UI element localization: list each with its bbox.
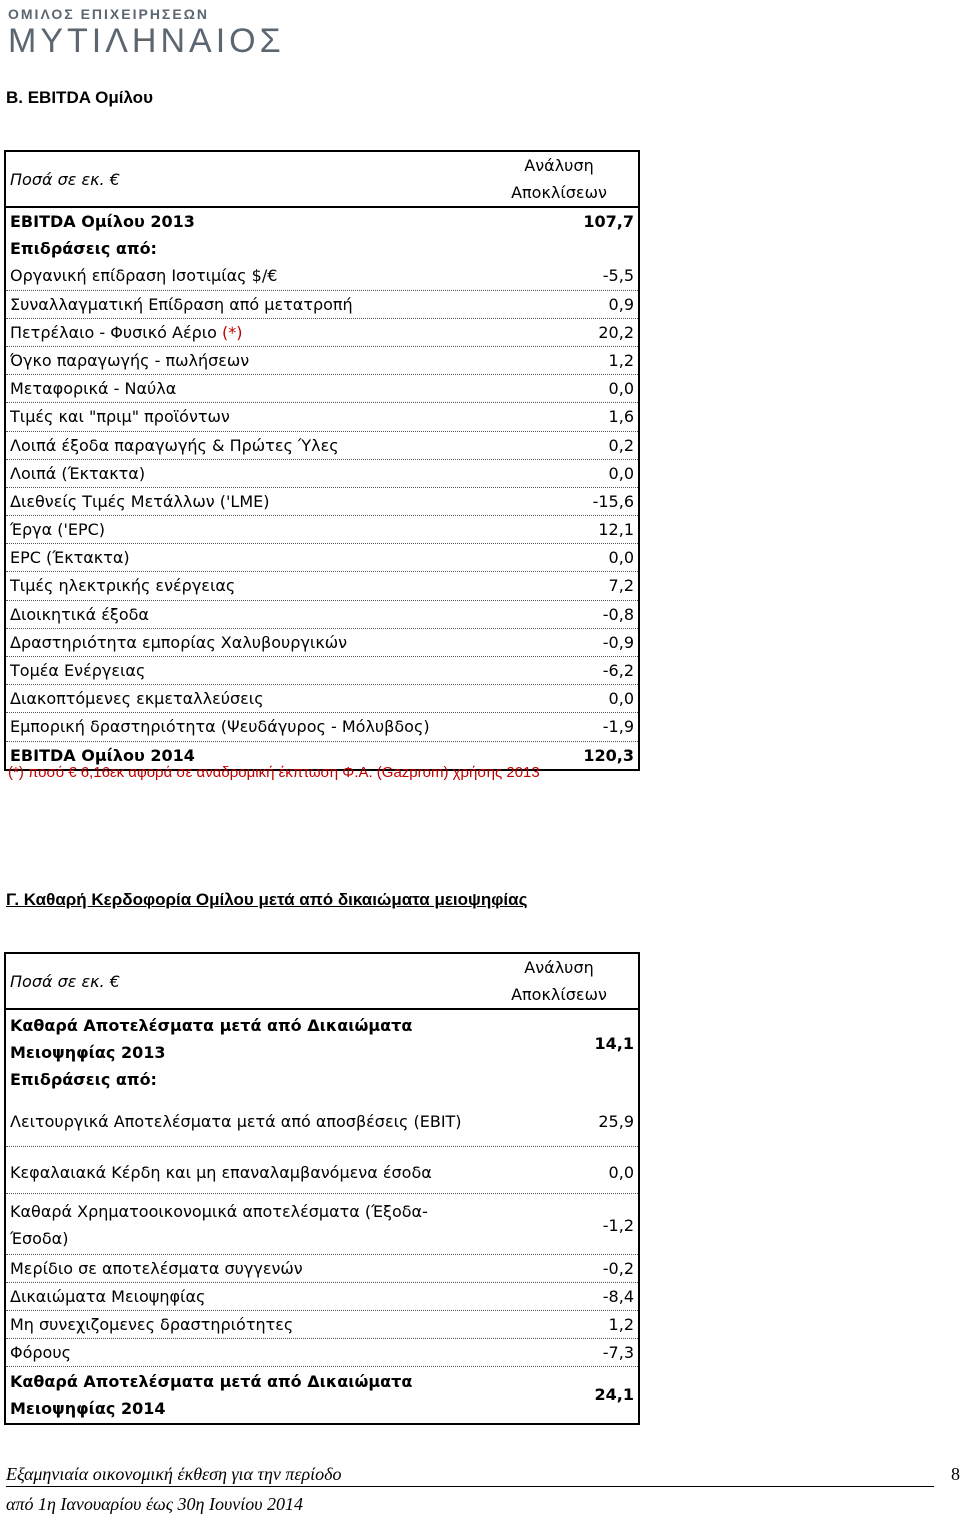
row-label: Εμπορική δραστηριότητα (Ψευδάγυρος - Μόλυβδος)	[10, 717, 430, 737]
row-value: 0,0	[608, 1163, 634, 1182]
table-row	[6, 235, 638, 262]
table-row	[6, 432, 638, 460]
table-row	[6, 403, 638, 431]
table-row	[6, 685, 638, 713]
row-value: -8,4	[602, 1287, 634, 1306]
row-label: Φόρους	[10, 1343, 71, 1362]
net-profit-table-header	[6, 954, 638, 1010]
table-row	[6, 572, 638, 600]
footnote: (*) ποσό € 6,16εκ αφορά σε αναδρομική έκπτωση Φ.Α. (Gazprom) χρήσης 2013	[8, 764, 540, 781]
row-label: EBITDA Ομίλου 2013	[10, 212, 195, 231]
table-row	[6, 629, 638, 657]
table-row	[6, 657, 638, 685]
row-label: Διοικητικά έξοδα	[10, 604, 149, 624]
row-label: Κεφαλαιακά Κέρδη και μη επαναλαμβανόμενα έσοδα	[10, 1163, 432, 1182]
column-header-line2: Αποκλίσεων	[511, 985, 607, 1004]
row-value: -15,6	[592, 491, 634, 511]
row-label: Μειοψηφίας 2013	[10, 1043, 166, 1062]
table-row	[6, 291, 638, 319]
page-number: 8	[951, 1464, 960, 1484]
table-row	[6, 1010, 638, 1100]
section-c-title: Γ. Καθαρή Κερδοφορία Ομίλου μετά από δικαιώματα μειοψηφίας	[6, 890, 528, 909]
footer-line2: από 1η Ιανουαρίου έως 30η Ιουνίου 2014	[6, 1494, 303, 1514]
row-label: Δικαιώματα Μειοψηφίας	[10, 1287, 206, 1306]
footer-line1: Εξαμηνιαία οικονομική έκθεση για την περίοδο	[6, 1464, 342, 1484]
section-b-title: Β. EBITDA Ομίλου	[6, 88, 153, 107]
table-row	[6, 601, 638, 629]
table-row	[6, 319, 638, 347]
row-label-wrap	[10, 319, 242, 346]
row-value: -1,2	[602, 1216, 634, 1235]
table-row	[6, 375, 638, 403]
row-value: 0,0	[608, 548, 634, 568]
column-header-line1: Ανάλυση	[524, 156, 594, 175]
table-row	[6, 1339, 638, 1367]
table-row	[6, 488, 638, 516]
row-label: Λειτουργικά Αποτελέσματα μετά από αποσβέσεις (EBIT)	[10, 1112, 462, 1131]
column-header-line2: Αποκλίσεων	[511, 183, 607, 202]
table-row	[6, 713, 638, 741]
row-label: Πετρέλαιο - Φυσικό Αέριο	[10, 322, 217, 342]
table-row	[6, 1283, 638, 1311]
table-row	[6, 262, 638, 290]
row-value: 0,9	[608, 294, 634, 314]
table-row	[6, 1194, 638, 1255]
row-label: Μεταφορικά - Ναύλα	[10, 379, 177, 399]
row-label: Τομέα Ενέργειας	[10, 661, 146, 680]
row-value: -0,9	[602, 632, 634, 652]
row-label: EBITDA Ομίλου 2014	[10, 745, 195, 765]
ebitda-table-header	[6, 152, 638, 208]
row-label: Δραστηριότητα εμπορίας Χαλυβουργικών	[10, 632, 348, 652]
row-value: -0,8	[602, 604, 634, 624]
table-row	[6, 208, 638, 235]
row-value: -5,5	[602, 266, 634, 286]
row-label: Καθαρά Αποτελέσματα μετά από Δικαιώματα	[10, 1372, 413, 1391]
logo-name: ΜΥΤΙΛΗΝΑΙΟΣ	[8, 22, 285, 60]
footnote-marker: (*)	[221, 322, 243, 342]
row-value: 1,2	[608, 350, 634, 370]
table-row	[6, 1147, 638, 1194]
unit-label: Ποσά σε εκ. €	[10, 170, 120, 189]
row-label: Επιδράσεις από:	[10, 1070, 157, 1089]
row-value: 107,7	[583, 212, 634, 231]
row-value: 24,1	[594, 1385, 634, 1404]
row-label: Επιδράσεις από:	[10, 239, 157, 259]
column-header-line1: Ανάλυση	[524, 958, 594, 977]
row-value: 25,9	[598, 1112, 634, 1131]
row-label: Καθαρά Αποτελέσματα μετά από Δικαιώματα	[10, 1016, 413, 1035]
row-value: 14,1	[594, 1034, 634, 1053]
row-label: Λοιπά (Έκτακτα)	[10, 463, 146, 483]
table-row	[6, 1255, 638, 1283]
row-value: 1,6	[608, 407, 634, 427]
row-label: Διεθνείς Τιμές Μετάλλων ('LME)	[10, 491, 270, 511]
company-logo	[6, 4, 306, 64]
row-value: 120,3	[583, 745, 634, 765]
row-value: 12,1	[598, 520, 634, 540]
row-value: -7,3	[602, 1343, 634, 1362]
column-header	[484, 954, 634, 1008]
row-label: Μειοψηφίας 2014	[10, 1399, 166, 1418]
table-row	[6, 347, 638, 375]
row-label: Όγκο παραγωγής - πωλήσεων	[10, 350, 250, 370]
row-label: Έργα ('EPC)	[10, 520, 106, 540]
table-row	[6, 1311, 638, 1339]
row-label: Λοιπά έξοδα παραγωγής & Πρώτες Ύλες	[10, 435, 339, 455]
row-label: Τιμές ηλεκτρικής ενέργειας	[10, 576, 236, 596]
column-header	[484, 152, 634, 206]
row-label: Μερίδιο σε αποτελέσματα συγγενών	[10, 1259, 303, 1278]
table-row	[6, 460, 638, 488]
logo-tagline: ΟΜΙΛΟΣ ΕΠΙΧΕΙΡΗΣΕΩΝ	[8, 6, 210, 22]
row-value: -1,9	[602, 717, 634, 737]
unit-label: Ποσά σε εκ. €	[10, 972, 120, 991]
row-value: 0,2	[608, 435, 634, 455]
row-value: 20,2	[598, 322, 634, 342]
row-value: -0,2	[602, 1259, 634, 1278]
row-value: 0,0	[608, 379, 634, 399]
row-value: 7,2	[608, 576, 634, 596]
row-value: 0,0	[608, 463, 634, 483]
net-profit-table	[4, 952, 640, 1425]
row-value: -6,2	[602, 661, 634, 680]
row-label: Συναλλαγματική Επίδραση από μετατροπή	[10, 294, 353, 314]
table-row	[6, 1100, 638, 1147]
row-label: Διακοπτόμενες εκμεταλλεύσεις	[10, 689, 264, 709]
table-row	[6, 1367, 638, 1423]
table-row	[6, 516, 638, 544]
table-row	[6, 544, 638, 572]
row-label: EPC (Έκτακτα)	[10, 548, 130, 568]
ebitda-table	[4, 150, 640, 771]
row-label: Οργανική επίδραση Ισοτιμίας $/€	[10, 266, 278, 286]
row-label: Έσοδα)	[10, 1229, 69, 1248]
row-label: Τιμές και "πριμ" προϊόντων	[10, 407, 230, 427]
row-label: Μη συνεχιζομενες δραστηριότητες	[10, 1315, 294, 1334]
row-label: Καθαρά Χρηματοοικονομικά αποτελέσματα (Έξοδα-	[10, 1202, 428, 1221]
row-value: 0,0	[608, 689, 634, 709]
row-value: 1,2	[608, 1315, 634, 1334]
